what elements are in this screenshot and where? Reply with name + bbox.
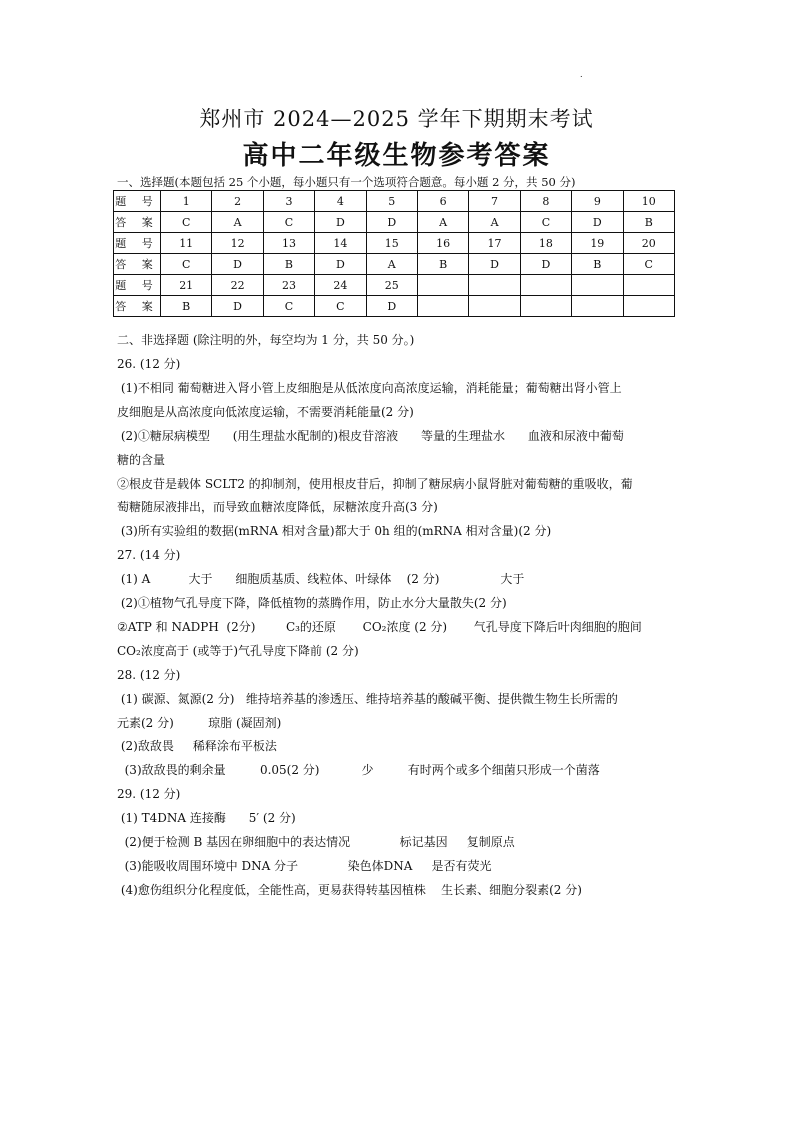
answer-line: (3)能吸收周围环境中 DNA 分子 染色体DNA 是否有荧光 [117, 858, 492, 873]
question-number-cell: 13 [263, 233, 314, 254]
question-number-cell: 19 [572, 233, 623, 254]
table-row-answers [114, 296, 675, 317]
answer-cell: B [263, 254, 314, 275]
exam-title: 郑州市 2024—2025 学年下期期末考试 [199, 107, 594, 131]
answer-cell [623, 296, 674, 317]
answer-line: 元素(2 分) 琼脂 (凝固剂) [117, 715, 282, 730]
row-label: 题 号 [114, 191, 161, 212]
answer-line: (3)敌敌畏的剩余量 0.05(2 分) 少 有时两个或多个细菌只形成一个菌落 [117, 763, 600, 778]
row-label: 答 案 [114, 254, 161, 275]
answer-cell: C [161, 212, 212, 233]
answer-cell: B [623, 212, 674, 233]
answer-cell: D [520, 254, 571, 275]
question-number-cell: 1 [161, 191, 212, 212]
answer-cell [469, 296, 520, 317]
question-number-cell: 11 [161, 233, 212, 254]
answer-cell: C [263, 296, 314, 317]
row-label: 答 案 [114, 296, 161, 317]
question-number-cell: 24 [315, 275, 366, 296]
question-number-cell [520, 275, 571, 296]
question-number-cell: 6 [417, 191, 468, 212]
question-number-cell [469, 275, 520, 296]
answer-table [113, 190, 675, 317]
question-number-cell: 9 [572, 191, 623, 212]
answer-line: ②根皮苷是载体 SCLT2 的抑制剂，使用根皮苷后，抑制了糖尿病小鼠肾脏对葡萄糖的重吸收，葡 [117, 476, 633, 491]
table-row-answers [114, 254, 675, 275]
answer-cell: B [572, 254, 623, 275]
answer-line: (2)①糖尿病模型 (用生理盐水配制的)根皮苷溶液 等量的生理盐水 血液和尿液中葡萄 [117, 428, 624, 443]
answer-line: (1) A 大于 细胞质基质、线粒体、叶绿体 (2 分) 大于 [117, 572, 525, 587]
answer-line: (3)所有实验组的数据(mRNA 相对含量)都大于 0h 组的(mRNA 相对含量)(2 分) [117, 524, 552, 539]
answer-cell: D [572, 212, 623, 233]
table-row-answers [114, 212, 675, 233]
answer-cell: A [417, 212, 468, 233]
answer-cell: D [315, 212, 366, 233]
answer-cell [572, 296, 623, 317]
question-number-cell [417, 275, 468, 296]
question-number-cell: 12 [212, 233, 263, 254]
section1-heading: 一、选择题(本题包括 25 个小题，每小题只有一个选项符合题意。每小题 2 分，共 50 分) [117, 175, 576, 189]
question-number-cell: 4 [315, 191, 366, 212]
question-number-cell: 15 [366, 233, 417, 254]
row-label: 题 号 [114, 275, 161, 296]
answer-cell: B [161, 296, 212, 317]
answer-line: 糖的含量 [117, 452, 166, 467]
table-row-numbers [114, 275, 675, 296]
answer-line: 28. (12 分) [117, 667, 181, 682]
question-number-cell: 16 [417, 233, 468, 254]
answer-cell: C [315, 296, 366, 317]
section2-heading: 二、非选择题 (除注明的外，每空均为 1 分，共 50 分。) [117, 333, 415, 347]
answer-line: 29. (12 分) [117, 787, 181, 802]
question-number-cell: 21 [161, 275, 212, 296]
answer-cell: D [212, 296, 263, 317]
answer-cell [417, 296, 468, 317]
answer-cell: C [263, 212, 314, 233]
answer-cell: D [212, 254, 263, 275]
row-label: 题 号 [114, 233, 161, 254]
answer-cell: C [623, 254, 674, 275]
answer-cell: D [315, 254, 366, 275]
answer-line: (1) T4DNA 连接酶 5′ (2 分) [117, 811, 296, 826]
answer-line: (4)愈伤组织分化程度低，全能性高，更易获得转基因植株 生长素、细胞分裂素(2 分) [117, 882, 582, 897]
question-number-cell: 14 [315, 233, 366, 254]
question-number-cell: 20 [623, 233, 674, 254]
question-number-cell: 25 [366, 275, 417, 296]
question-number-cell: 17 [469, 233, 520, 254]
page-title: 高中二年级生物参考答案 [242, 141, 551, 171]
answer-cell: D [366, 296, 417, 317]
question-number-cell: 23 [263, 275, 314, 296]
question-number-cell: 5 [366, 191, 417, 212]
answer-cell [520, 296, 571, 317]
question-number-cell [623, 275, 674, 296]
answer-line: (2)便于检测 B 基因在卵细胞中的表达情况 标记基因 复制原点 [117, 835, 515, 849]
answer-line: ②ATP 和 NADPH (2分) C₃的还原 CO₂浓度 (2 分) 气孔导度下降后叶肉细胞的胞间 [117, 619, 642, 634]
question-number-cell: 8 [520, 191, 571, 212]
answer-line: CO₂浓度高于 (或等于)气孔导度下降前 (2 分) [117, 643, 359, 658]
table-row-numbers [114, 233, 675, 254]
question-number-cell: 10 [623, 191, 674, 212]
answer-cell: A [366, 254, 417, 275]
table-row-numbers [114, 191, 675, 212]
answer-cell: D [469, 254, 520, 275]
answer-cell: C [520, 212, 571, 233]
question-number-cell: 3 [263, 191, 314, 212]
answer-line: 萄糖随尿液排出，而导致血糖浓度降低，尿糖浓度升高(3 分) [117, 500, 438, 515]
answer-cell: A [212, 212, 263, 233]
corner-dot: . [580, 70, 583, 79]
answer-cell: A [469, 212, 520, 233]
row-label: 答 案 [114, 212, 161, 233]
question-number-cell: 7 [469, 191, 520, 212]
answer-line: (1) 碳源、氮源(2 分) 维持培养基的渗透压、维持培养基的酸碱平衡、提供微生物生长所需的 [117, 691, 618, 706]
answer-line: 26. (12 分) [117, 357, 181, 371]
answer-line: 27. (14 分) [117, 548, 181, 563]
answer-cell: D [366, 212, 417, 233]
question-number-cell: 2 [212, 191, 263, 212]
answer-cell: B [417, 254, 468, 275]
answer-cell: C [161, 254, 212, 275]
question-number-cell: 18 [520, 233, 571, 254]
question-number-cell [572, 275, 623, 296]
answer-line: (2)敌敌畏 稀释涂布平板法 [117, 739, 277, 754]
answer-line: 皮细胞是从高浓度向低浓度运输，不需要消耗能量(2 分) [117, 404, 414, 419]
answer-line: (1)不相同 葡萄糖进入肾小管上皮细胞是从低浓度向高浓度运输，消耗能量；葡萄糖出肾小管上 [117, 380, 622, 395]
answer-line: (2)①植物气孔导度下降，降低植物的蒸腾作用，防止水分大量散失(2 分) [117, 596, 507, 610]
question-number-cell: 22 [212, 275, 263, 296]
